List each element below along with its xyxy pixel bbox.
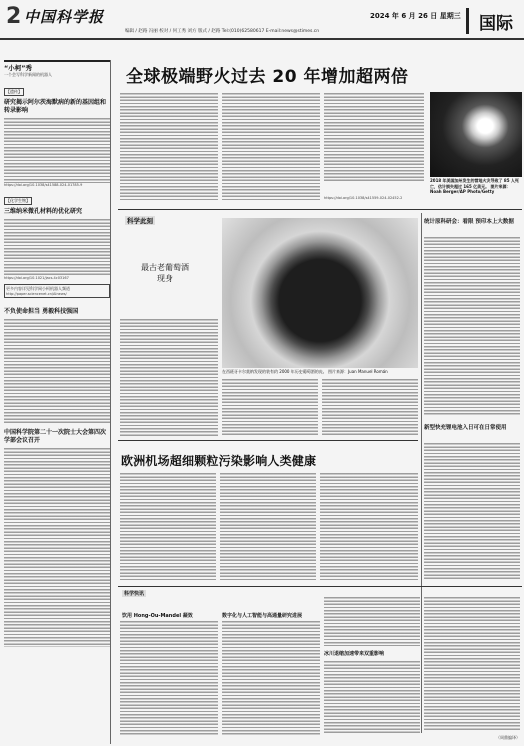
body-text-block [4,117,110,183]
brief-headline: 饮用 Hong-Ou-Mandel 凝效 [122,613,193,619]
column-divider [421,213,422,733]
body-text-block [424,442,520,580]
body-text-block [120,92,218,200]
body-text-block [222,620,320,735]
left-column [4,60,111,744]
divider [118,586,522,587]
divider [118,440,418,441]
brief-label: 科学快讯 [124,591,145,597]
body-text-block [222,92,320,200]
story-headline: 新型快充锂电池入日可在日常使用 [424,425,507,431]
feature-label: 科学此刻 [127,217,153,225]
body-text-block [324,596,420,646]
wildfire-photo [430,92,522,177]
feature-subtitle: 现身 [157,274,173,283]
column-title: “小柯”秀 [4,60,110,72]
page-number: 2 [6,4,22,29]
story-headline: 不负使命担当 勇毅科技强国 [4,308,79,315]
body-text-block [324,660,420,735]
weekday-text: 星期三 [439,12,461,20]
body-text-block [222,378,318,436]
photo-caption: 在西班牙卡尔莫纳发现的装有约 2000 年历史葡萄酒的瓮。 图片来源：Juan Manuel Román [222,369,388,374]
feature-title [133,262,197,284]
story-kicker: 【化学生物】 [6,198,30,203]
more-info-box [4,284,110,298]
body-text-block [320,472,418,582]
story-headline: 三维纳米微孔材料的优化研究 [4,208,83,215]
column-subtitle: 一个会写科学新闻的机器人 [4,72,52,77]
footer-credit: （周鼎编译） [496,735,520,740]
body-text-block [120,318,218,436]
doi-link[interactable]: https://doi.org/10.1038/s41588-024-01785-9 [4,183,83,187]
body-text-block [424,596,520,731]
feature-title-line: 最古老葡萄酒 [141,263,189,272]
body-text-block [4,318,110,423]
story-headline: 欧洲机场超细颗粒污染影响人类健康 [121,454,317,468]
more-info-link[interactable]: http://paper.sciencenet.cn/AInews/ [6,292,67,296]
masthead [0,0,524,40]
body-text-block [220,472,316,582]
body-text-block [120,620,218,735]
main-headline: 全球极端野火过去 20 年增加超两倍 [126,67,409,87]
more-info-text: 更多内容详见科学网小柯机器人频道 [6,286,70,291]
section-label: 国际 [466,8,523,34]
brief-headline: 冰川退缩加速带来双重影响 [324,651,385,657]
issue-date [370,11,461,21]
date-text: 2024 年 6 月 26 日 [370,12,438,20]
doi-link[interactable]: https://doi.org/10.1038/s41559-024-02452-2 [324,196,403,200]
divider [118,209,522,210]
body-text-block [324,92,424,182]
body-text-block [424,236,520,416]
story-headline: 统计原科研会：看限 预印本上大数据 [424,219,514,225]
story-headline: 研究揭示阿尔茨海默病的新的基因组和转录影响 [4,99,107,114]
story-headline: 中国科学院第二十一次院士大会第四次学部会议召开 [4,429,107,444]
body-text-block [322,378,418,436]
body-text-block [120,472,216,582]
body-text-block [4,218,110,276]
wine-urn-photo [222,218,418,368]
doi-link[interactable]: https://doi.org/10.1021/jacs.4c03167 [4,276,69,280]
photo-caption: 2018 年美国加州发生的营地火灾导致了 85 人死亡，估计损失超过 165 亿美元。 图片来源：Noah Berger/AP Photo/Getty [430,178,519,194]
editor-contact: 编辑 / 赵路 冯丽 校对 / 何工秀 刘方 版式 / 赵路 Tel:(010)62580617 E-mail:news@stimes.cn [125,29,320,34]
brief-headline: 数字化与人工智能与高通量研究进展 [222,613,303,619]
body-text-block [4,447,110,647]
story-kicker: 【遗传】 [6,89,22,94]
paper-name-logo: 中国科学报 [24,8,105,26]
